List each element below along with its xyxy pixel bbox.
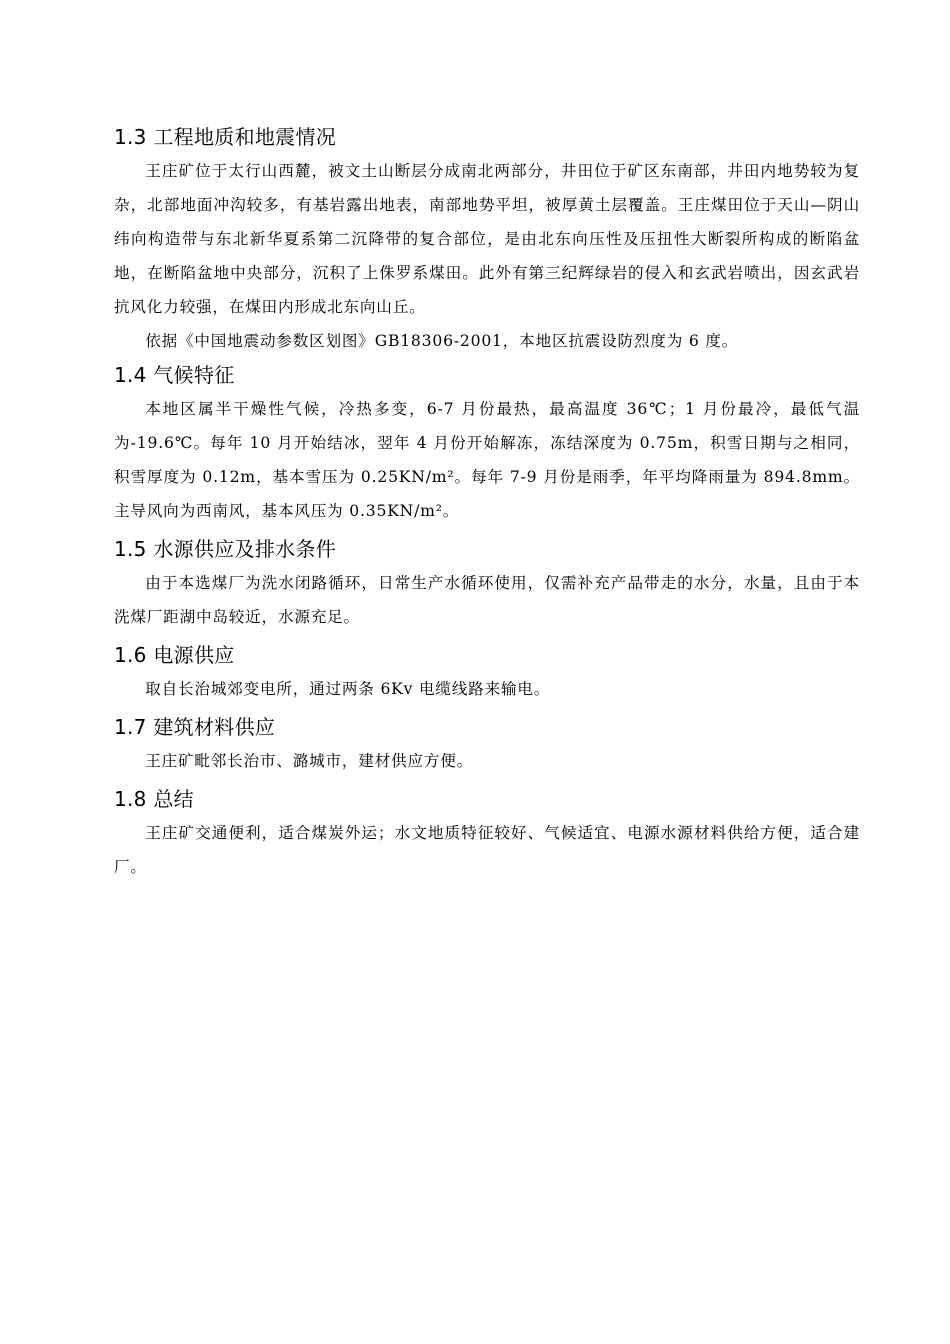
paragraph: 本地区属半干燥性气候，冷热多变，6-7 月份最热，最高温度 36℃；1 月份最冷，最低气温为-19.6℃。每年 10 月开始结冰，翌年 4 月份开始解冻，冻结深度为 0.75m，积雪日期与之相同，积雪厚度为 0.12m，基本雪压为 0.25KN/m²。每年 7-9 月份是雨季，年平均降雨量为 894.8mm。主导风向为西南风，基本风压为 0.35KN/m²。 — [114, 400, 860, 520]
section-heading: 1.3 工程地质和地震情况 — [114, 125, 337, 149]
section-heading: 1.8 总结 — [114, 787, 194, 811]
section-power-supply — [114, 638, 860, 706]
paragraph: 王庄矿毗邻长治市、潞城市，建材供应方便。 — [145, 752, 474, 770]
document-page — [114, 118, 860, 884]
paragraph: 王庄矿交通便利，适合煤炭外运；水文地质特征较好、气候适宜、电源水源材料供给方便，适合建厂。 — [114, 824, 860, 876]
paragraph: 王庄矿位于太行山西麓，被文土山断层分成南北两部分，井田位于矿区东南部，井田内地势较为复杂，北部地面冲沟较多，有基岩露出地表，南部地势平坦，被厚黄土层覆盖。王庄煤田位于天山—阴山纬向构造带与东北新华夏系第二沉降带的复合部位，是由北东向压性及压扭性大断裂所构成的断陷盆地，在断陷盆地中央部分，沉积了上侏罗系煤田。此外有第三纪辉绿岩的侵入和玄武岩喷出，因玄武岩抗风化力较强，在煤田内形成北东向山丘。 — [114, 162, 860, 316]
section-summary — [114, 782, 860, 884]
section-water-supply — [114, 532, 860, 634]
paragraph: 由于本选煤厂为洗水闭路循环，日常生产水循环使用，仅需补充产品带走的水分，水量，且由于本洗煤厂距湖中岛较近，水源充足。 — [114, 574, 860, 626]
section-geology — [114, 120, 860, 358]
section-building-materials — [114, 710, 860, 778]
section-heading: 1.7 建筑材料供应 — [114, 715, 276, 739]
section-heading: 1.6 电源供应 — [114, 643, 235, 667]
paragraph: 取自长治城郊变电所，通过两条 6Kv 电缆线路来输电。 — [145, 680, 551, 698]
section-heading: 1.5 水源供应及排水条件 — [114, 537, 337, 561]
section-heading: 1.4 气候特征 — [114, 363, 235, 387]
section-climate — [114, 358, 860, 528]
paragraph: 依据《中国地震动参数区划图》GB18306-2001，本地区抗震设防烈度为 6 度。 — [145, 332, 739, 350]
